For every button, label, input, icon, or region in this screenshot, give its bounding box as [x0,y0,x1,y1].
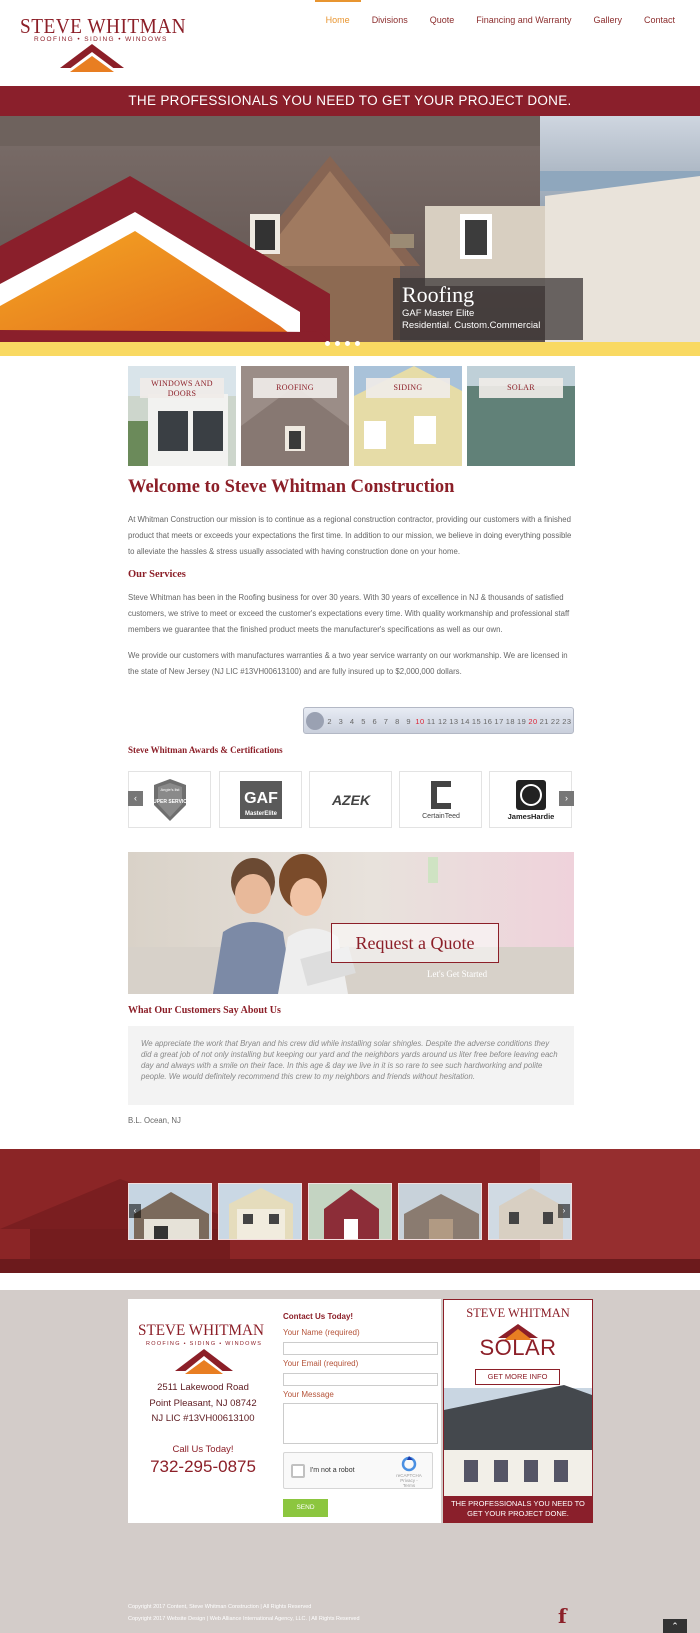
footer-roof-icon [169,1347,239,1375]
nav-gallery[interactable]: Gallery [593,15,622,25]
license-number: NJ LIC #13VH00613100 [151,1413,255,1424]
solar-ad-word: SOLAR [479,1335,557,1360]
recaptcha-logo: reCAPTCHA Privacy - Terms [394,1456,424,1488]
email-label: Your Email (required) [283,1359,359,1368]
gallery-thumb[interactable] [398,1183,482,1240]
address-line-2: Point Pleasant, NJ 08742 [149,1397,257,1409]
name-input[interactable] [283,1342,438,1355]
services-text-1: Steve Whitman has been in the Roofing business for over 30 years. With 30 years of excellence in NJ & thousands of satisfied customers, we strive to meet or exceed the customer's expectations every time. With quality workmanship and professional staff members we guarantee that the finished product meets the manufacturer's specifications as well as our own. [128,593,570,634]
nav-contact[interactable]: Contact [643,15,675,25]
svg-text:CertainTeed: CertainTeed [421,812,460,820]
page-title: Welcome to Steve Whitman Construction [128,477,455,497]
jameshardie-logo-icon [501,778,561,822]
email-input[interactable] [283,1373,438,1386]
hero-caption [393,278,583,340]
intro-text: At Whitman Construction our mission is to continue as a regional construction contractor, providing our customers with a finished product that meets or exceeds your expectations the first time. In addition to our mission, we believe in doing everything possible to alleviate the hassles & stress usually associated with having construction done on your home. [128,515,572,556]
testimonial-text: We appreciate the work that Bryan and his crew did while installing solar shingles. Despite the adverse conditions they did a great job of not only installing but keeping our yard and the neighbors yards around us liter free before leaving each day and always with a smile on their face. In this age & day we live in it is so rare to see such hardworking and polite people. We would definitely recommend this crew to my neighbors and friends without hesitation. [128,1026,574,1105]
azek-logo-icon [323,790,379,810]
slider-dot[interactable] [325,341,330,346]
recaptcha-label: I'm not a robot [310,1467,355,1474]
angies-badge-icon [150,777,190,823]
footer-logo [136,1320,276,1376]
chevron-left-icon: ‹ [133,1206,137,1215]
awards-carousel [128,771,574,828]
nav-home[interactable]: Home [315,15,361,25]
certainteed-logo-icon [413,779,469,821]
testimonials-heading: What Our Customers Say About Us [128,1005,281,1016]
services-heading: Our Services [128,569,186,581]
hero-line2: Residential. Custom.Commercial [402,320,541,331]
testimonial-author: B.L. Ocean, NJ [128,1116,181,1125]
solar-ad-tagline: THE PROFESSIONALS YOU NEED TO GET YOUR PROJECT DONE. [444,1496,592,1522]
request-quote-button[interactable]: Request a Quote [331,923,499,963]
get-more-info-button[interactable]: GET MORE INFO [475,1369,560,1385]
recaptcha-checkbox[interactable] [291,1464,305,1478]
tile-solar[interactable] [467,366,575,466]
tile-label: SIDING [366,378,450,398]
solar-ad[interactable] [443,1299,593,1523]
nav-financing[interactable]: Financing and Warranty [476,15,572,25]
company-address [128,1380,278,1427]
gallery-thumb[interactable] [308,1183,392,1240]
slider-dot[interactable] [335,341,340,346]
hero-image [0,116,700,342]
facebook-icon[interactable]: f [558,1604,567,1628]
svg-text:MasterElite: MasterElite [244,810,277,817]
gallery-band [0,1149,700,1273]
logo-tagline: ROOFING • SIDING • WINDOWS [34,36,168,43]
copyright-content: Copyright 2017 Content, Steve Whitman Construction | All Rights Reserved [128,1604,312,1610]
hero-slider[interactable] [0,116,700,342]
slider-dots [325,341,360,346]
hero-line1: GAF Master Elite [402,308,475,319]
award-azek[interactable] [309,771,392,828]
svg-text:SUPER SERVICE: SUPER SERVICE [149,798,190,805]
top-banner: THE PROFESSIONALS YOU NEED TO GET YOUR PROJECT DONE. [0,86,700,116]
tape-numbers: 2 3 4 5 6 7 8 9 10 11 12 13 14 15 16 17 18 19 20 21 22 23 [327,717,572,726]
footer-logo-name: STEVE WHITMAN [138,1322,264,1339]
slider-dot[interactable] [345,341,350,346]
tile-label: ROOFING [253,378,337,398]
awards-prev-button[interactable] [128,791,143,806]
svg-text:Angie's list: Angie's list [160,786,179,792]
chevron-left-icon: ‹ [134,793,137,803]
message-label: Your Message [283,1390,334,1399]
tape-measure-graphic [303,707,574,734]
site-logo[interactable] [18,12,187,72]
division-tiles [128,366,575,466]
chevron-right-icon: › [562,1206,566,1215]
gallery-thumb[interactable] [218,1183,302,1240]
svg-text:GAF: GAF [243,789,278,807]
phone-number[interactable]: 732-295-0875 [150,1457,256,1476]
nav-quote[interactable]: Quote [429,15,455,25]
tile-label: SOLAR [479,378,563,398]
services-text-2: We provide our customers with manufactures warranties & a two year service warranty on our workmanship. We are licensed in the state of New Jersey (NJ LIC #13VH00613100) and are fully insured up to $2,000,000 dollars. [128,650,568,676]
copyright-design[interactable]: Copyright 2017 Website Design | Web Alliance International Agency, LLC. | All Rights Reserved [128,1616,360,1622]
solar-house-photo [444,1300,592,1522]
tile-siding[interactable] [354,366,462,466]
svg-text:JamesHardie: JamesHardie [507,811,554,821]
awards-next-button[interactable] [559,791,574,806]
chevron-up-icon: ⌃ [671,1621,679,1631]
message-textarea[interactable] [283,1403,438,1444]
chevron-right-icon: › [565,793,568,803]
site-header [0,0,700,86]
main-nav [315,15,686,25]
quote-subtext: Let's Get Started [427,969,488,979]
footer-logo-tagline: ROOFING • SIDING • WINDOWS [146,1341,263,1347]
solar-ad-title: STEVE WHITMAN [466,1306,570,1320]
slider-dot[interactable] [355,341,360,346]
award-gaf[interactable] [219,771,302,828]
recaptcha-icon [401,1456,417,1472]
gaf-logo-icon [238,779,284,821]
hero-title: Roofing [402,282,475,307]
svg-text:AZEK: AZEK [331,791,370,808]
name-label: Your Name (required) [283,1328,360,1337]
call-label: Call Us Today! [172,1444,234,1455]
tile-label: WINDOWS AND DOORS [140,378,224,398]
contact-form-title: Contact Us Today! [283,1312,354,1321]
logo-roof-icon [52,42,132,74]
send-button[interactable]: SEND [283,1499,328,1517]
back-to-top-button[interactable] [663,1619,687,1633]
tile-windows-doors[interactable] [128,366,236,466]
main-content [128,477,574,689]
gallery-prev-button[interactable] [129,1204,141,1218]
award-certainteed[interactable] [399,771,482,828]
nav-divisions[interactable]: Divisions [371,15,408,25]
tile-roofing[interactable] [241,366,349,466]
gallery-next-button[interactable] [558,1204,570,1218]
recaptcha-widget [283,1452,433,1489]
address-line-1: 2511 Lakewood Road [157,1382,249,1393]
tape-knob [306,712,324,730]
awards-heading: Steve Whitman Awards & Certifications [128,745,283,755]
logo-name: STEVE WHITMAN [20,14,187,38]
